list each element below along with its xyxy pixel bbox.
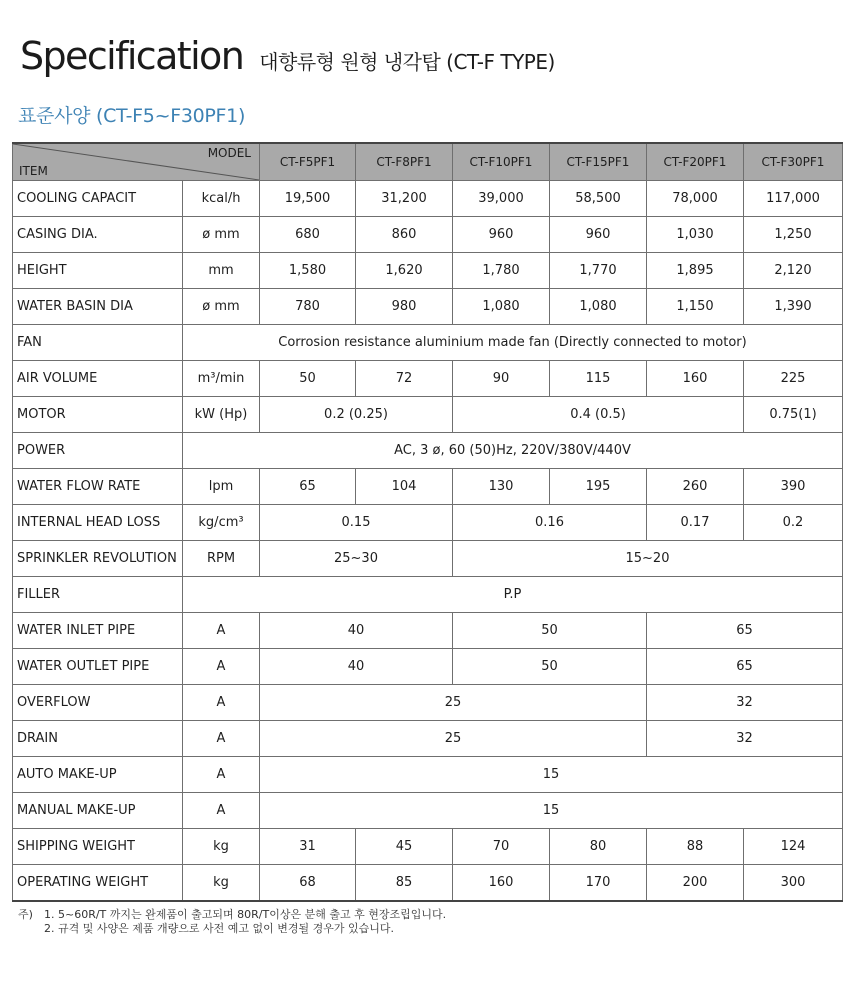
item-name-cell: WATER INLET PIPE [13,613,183,649]
item-name-cell: CASING DIA. [13,217,183,253]
value-cell: 32 [647,685,843,721]
table-row [13,505,843,541]
unit-cell: A [183,721,260,757]
table-row [13,325,843,361]
value-cell: 80 [550,829,647,865]
value-cell: 1,250 [744,217,843,253]
value-cell: 860 [356,217,453,253]
item-name-cell: SPRINKLER REVOLUTION [13,541,183,577]
value-cell: 260 [647,469,744,505]
value-cell: 160 [453,865,550,902]
item-name-cell: DRAIN [13,721,183,757]
value-cell: 2,120 [744,253,843,289]
item-name-cell: HEIGHT [13,253,183,289]
value-cell: 300 [744,865,843,902]
unit-cell: kcal/h [183,181,260,217]
unit-cell: kg [183,865,260,902]
footnotes [18,908,446,936]
value-cell: 0.17 [647,505,744,541]
value-cell: 160 [647,361,744,397]
table-row [13,865,843,902]
value-cell: 1,080 [453,289,550,325]
unit-cell: lpm [183,469,260,505]
value-cell: 58,500 [550,181,647,217]
page-title: Specification [20,34,244,78]
title-row [20,34,555,78]
unit-cell: A [183,685,260,721]
item-name-cell: SHIPPING WEIGHT [13,829,183,865]
item-name-cell: WATER BASIN DIA [13,289,183,325]
section-title: 표준사양 (CT-F5~F30PF1) [18,105,246,127]
table-row [13,181,843,217]
value-cell: 88 [647,829,744,865]
table-row [13,541,843,577]
value-cell: 15 [260,757,843,793]
value-cell: 170 [550,865,647,902]
value-cell: 50 [453,649,647,685]
footnote [18,908,446,922]
value-cell: 0.16 [453,505,647,541]
value-cell: 1,080 [550,289,647,325]
item-name-cell: MANUAL MAKE-UP [13,793,183,829]
item-name-cell: POWER [13,433,183,469]
value-cell: 1,620 [356,253,453,289]
table-row [13,613,843,649]
value-cell: 960 [453,217,550,253]
value-cell: 1,580 [260,253,356,289]
unit-cell: mm [183,253,260,289]
unit-cell: A [183,613,260,649]
value-cell: 68 [260,865,356,902]
unit-cell: kg [183,829,260,865]
value-cell: 1,150 [647,289,744,325]
item-label: ITEM [19,164,48,178]
model-header: CT-F5PF1 [260,143,356,181]
item-name-cell: OVERFLOW [13,685,183,721]
table-row [13,469,843,505]
value-cell: 0.2 [744,505,843,541]
item-name-cell: AUTO MAKE-UP [13,757,183,793]
footnote-text: 2. 규격 및 사양은 제품 개량으로 사전 예고 없이 변경될 경우가 있습니다. [44,922,394,935]
value-cell: 70 [453,829,550,865]
value-cell: 1,770 [550,253,647,289]
value-cell: 72 [356,361,453,397]
table-row [13,685,843,721]
value-cell: 0.2 (0.25) [260,397,453,433]
value-cell: 0.15 [260,505,453,541]
table-row [13,289,843,325]
value-cell: 124 [744,829,843,865]
item-name-cell: INTERNAL HEAD LOSS [13,505,183,541]
table-row [13,721,843,757]
table-row [13,361,843,397]
value-cell: 39,000 [453,181,550,217]
unit-cell: RPM [183,541,260,577]
value-cell: AC, 3 ø, 60 (50)Hz, 220V/380V/440V [183,433,843,469]
value-cell: 40 [260,649,453,685]
item-name-cell: MOTOR [13,397,183,433]
value-cell: 65 [647,649,843,685]
model-item-header [13,143,260,181]
value-cell: 117,000 [744,181,843,217]
unit-cell: kW (Hp) [183,397,260,433]
item-name-cell: FILLER [13,577,183,613]
value-cell: 390 [744,469,843,505]
unit-cell: A [183,649,260,685]
value-cell: P.P [183,577,843,613]
value-cell: 15 [260,793,843,829]
table-row [13,649,843,685]
unit-cell: ø mm [183,289,260,325]
value-cell: 115 [550,361,647,397]
unit-cell: A [183,757,260,793]
value-cell: 1,390 [744,289,843,325]
table-row [13,757,843,793]
table-row [13,217,843,253]
value-cell: 780 [260,289,356,325]
model-header: CT-F8PF1 [356,143,453,181]
value-cell: 1,780 [453,253,550,289]
model-header: CT-F10PF1 [453,143,550,181]
value-cell: 25 [260,721,647,757]
item-name-cell: FAN [13,325,183,361]
value-cell: 104 [356,469,453,505]
model-header: CT-F20PF1 [647,143,744,181]
value-cell: 40 [260,613,453,649]
footnote-text: 1. 5~60R/T 까지는 완제품이 출고되며 80R/T이상은 분해 출고 후 현장조립입니다. [44,908,447,921]
table-row [13,577,843,613]
value-cell: 130 [453,469,550,505]
value-cell: 85 [356,865,453,902]
value-cell: 25 [260,685,647,721]
unit-cell: m³/min [183,361,260,397]
value-cell: 0.75(1) [744,397,843,433]
table-header-row [13,143,843,181]
item-name-cell: COOLING CAPACIT [13,181,183,217]
footnote-prefix: 주) [18,908,33,921]
unit-cell: kg/cm³ [183,505,260,541]
value-cell: 31,200 [356,181,453,217]
unit-cell: ø mm [183,217,260,253]
value-cell: 980 [356,289,453,325]
footnote [18,922,446,936]
unit-cell: A [183,793,260,829]
value-cell: 195 [550,469,647,505]
value-cell: 50 [453,613,647,649]
value-cell: 25~30 [260,541,453,577]
item-name-cell: OPERATING WEIGHT [13,865,183,902]
value-cell: 50 [260,361,356,397]
value-cell: 45 [356,829,453,865]
value-cell: 78,000 [647,181,744,217]
value-cell: 0.4 (0.5) [453,397,744,433]
model-label: MODEL [207,146,251,160]
spec-table [12,142,843,902]
value-cell: 65 [647,613,843,649]
value-cell: 31 [260,829,356,865]
value-cell: 32 [647,721,843,757]
model-header: CT-F15PF1 [550,143,647,181]
table-row [13,433,843,469]
value-cell: 200 [647,865,744,902]
value-cell: 1,030 [647,217,744,253]
table-row [13,397,843,433]
table-row [13,829,843,865]
item-name-cell: WATER FLOW RATE [13,469,183,505]
item-name-cell: WATER OUTLET PIPE [13,649,183,685]
value-cell: Corrosion resistance aluminium made fan (Directly connected to motor) [183,325,843,361]
value-cell: 15~20 [453,541,843,577]
item-name-cell: AIR VOLUME [13,361,183,397]
table-row [13,793,843,829]
value-cell: 90 [453,361,550,397]
value-cell: 680 [260,217,356,253]
value-cell: 225 [744,361,843,397]
page-subtitle: 대향류형 원형 냉각탑 (CT-F TYPE) [259,50,555,74]
value-cell: 1,895 [647,253,744,289]
value-cell: 19,500 [260,181,356,217]
table-row [13,253,843,289]
value-cell: 65 [260,469,356,505]
model-header: CT-F30PF1 [744,143,843,181]
value-cell: 960 [550,217,647,253]
